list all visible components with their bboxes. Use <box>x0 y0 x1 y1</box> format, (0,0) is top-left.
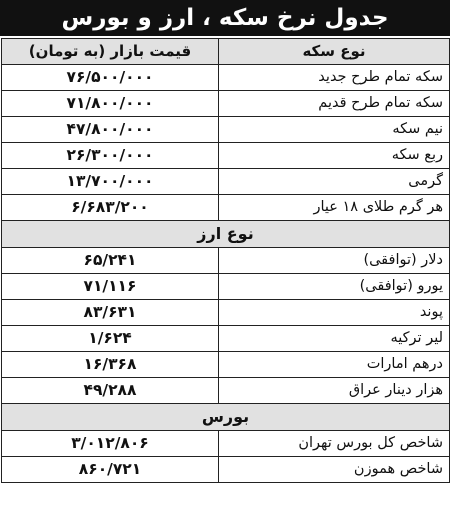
table-row <box>2 300 450 326</box>
table-row <box>2 326 450 352</box>
table-row <box>2 169 450 195</box>
row-value: ۷۶/۵۰۰/۰۰۰ <box>2 65 219 91</box>
row-value: ۶۵/۲۴۱ <box>2 248 219 274</box>
row-label: شاخص هموزن <box>219 457 450 483</box>
table-title: جدول نرخ سکه ، ارز و بورس <box>0 0 450 36</box>
table-row <box>2 65 450 91</box>
section-header-currency <box>2 221 450 248</box>
row-value: ۱۶/۳۶۸ <box>2 352 219 378</box>
row-label: نیم سکه <box>219 117 450 143</box>
row-value: ۴۷/۸۰۰/۰۰۰ <box>2 117 219 143</box>
table-row <box>2 248 450 274</box>
row-value: ۸۶۰/۷۲۱ <box>2 457 219 483</box>
header-coin-type: نوع سکه <box>219 39 450 65</box>
table-row <box>2 352 450 378</box>
row-value: ۲۶/۳۰۰/۰۰۰ <box>2 143 219 169</box>
row-label: سکه تمام طرح قدیم <box>219 91 450 117</box>
row-label: هر گرم طلای ۱۸ عیار <box>219 195 450 221</box>
section-title: نوع ارز <box>2 221 450 248</box>
row-label: هزار دینار عراق <box>219 378 450 404</box>
table-row <box>2 457 450 483</box>
row-label: پوند <box>219 300 450 326</box>
row-label: درهم امارات <box>219 352 450 378</box>
row-value: ۶/۶۸۳/۲۰۰ <box>2 195 219 221</box>
row-value: ۷۱/۱۱۶ <box>2 274 219 300</box>
table-row <box>2 117 450 143</box>
row-label: سکه تمام طرح جدید <box>219 65 450 91</box>
row-label: دلار (توافقی) <box>219 248 450 274</box>
table-row <box>2 378 450 404</box>
row-label: لیر ترکیه <box>219 326 450 352</box>
row-label: گرمی <box>219 169 450 195</box>
row-value: ۱۳/۷۰۰/۰۰۰ <box>2 169 219 195</box>
row-value: ۷۱/۸۰۰/۰۰۰ <box>2 91 219 117</box>
row-label: ربع سکه <box>219 143 450 169</box>
table-row <box>2 195 450 221</box>
table-row <box>2 431 450 457</box>
header-market-price: قیمت بازار (به تومان) <box>2 39 219 65</box>
row-value: ۴۹/۲۸۸ <box>2 378 219 404</box>
table-row <box>2 143 450 169</box>
row-label: یورو (توافقی) <box>219 274 450 300</box>
row-value: ۳/۰۱۲/۸۰۶ <box>2 431 219 457</box>
section-title: بورس <box>2 404 450 431</box>
rates-table <box>1 38 450 483</box>
row-value: ۱/۶۲۴ <box>2 326 219 352</box>
row-value: ۸۳/۶۳۱ <box>2 300 219 326</box>
header-row <box>2 39 450 65</box>
section-header-bourse <box>2 404 450 431</box>
row-label: شاخص کل بورس تهران <box>219 431 450 457</box>
table-row <box>2 274 450 300</box>
table-row <box>2 91 450 117</box>
